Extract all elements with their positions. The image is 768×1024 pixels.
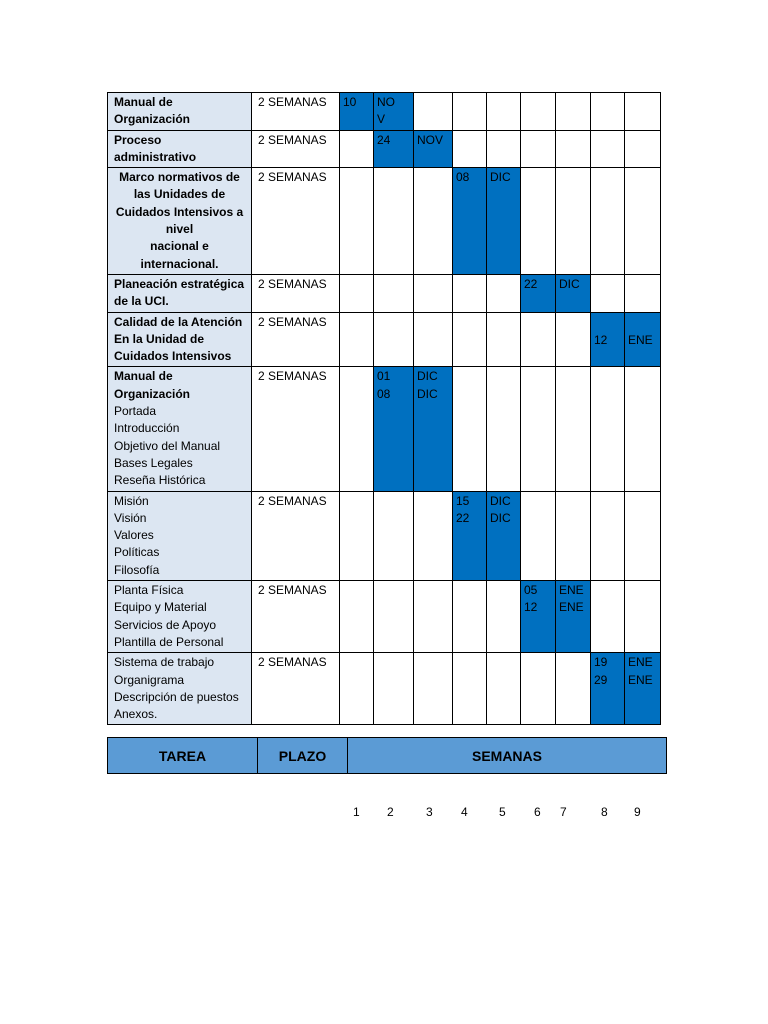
week-cell bbox=[625, 367, 661, 491]
week-label: 05 bbox=[524, 583, 538, 598]
table-row bbox=[108, 367, 661, 491]
week-cell bbox=[625, 653, 661, 725]
week-number: 7 bbox=[560, 805, 567, 819]
task-label: Manual de bbox=[114, 369, 173, 384]
week-cell bbox=[453, 491, 487, 580]
plazo-cell: 2 SEMANAS bbox=[252, 168, 340, 275]
week-cell bbox=[625, 130, 661, 168]
plazo-cell: 2 SEMANAS bbox=[252, 274, 340, 312]
week-cell: 08 bbox=[453, 168, 487, 275]
week-cell bbox=[414, 653, 453, 725]
task-label: Portada bbox=[114, 404, 157, 419]
week-number: 9 bbox=[634, 805, 641, 819]
week-number: 8 bbox=[601, 805, 608, 819]
week-cell bbox=[374, 581, 414, 653]
week-cell bbox=[625, 312, 661, 367]
week-cell bbox=[625, 93, 661, 131]
header-table bbox=[107, 737, 667, 774]
week-cell bbox=[521, 491, 556, 580]
week-cell bbox=[374, 653, 414, 725]
week-number: 5 bbox=[499, 805, 506, 819]
task-label: Visión bbox=[114, 510, 147, 525]
week-cell bbox=[591, 168, 625, 275]
task-label: Organización bbox=[114, 386, 191, 401]
week-label: ENE bbox=[559, 600, 584, 615]
task-label: Cuidados Intensivos bbox=[114, 349, 232, 364]
week-cell bbox=[591, 274, 625, 312]
week-number: 4 bbox=[461, 805, 468, 819]
week-cell bbox=[521, 168, 556, 275]
week-cell: DIC bbox=[556, 274, 591, 312]
header-row bbox=[108, 738, 667, 774]
week-cell bbox=[521, 312, 556, 367]
task-label: las Unidades de bbox=[133, 187, 226, 202]
week-cell bbox=[340, 491, 374, 580]
week-cell bbox=[487, 274, 521, 312]
week-label: 29 bbox=[594, 672, 608, 687]
task-label: Filosofía bbox=[114, 562, 160, 577]
week-cell bbox=[374, 367, 414, 491]
task-cell bbox=[108, 491, 252, 580]
week-label: NO bbox=[377, 95, 395, 109]
week-cell bbox=[487, 653, 521, 725]
week-cell bbox=[374, 491, 414, 580]
table-row bbox=[108, 168, 661, 275]
week-cell bbox=[591, 130, 625, 168]
schedule-table bbox=[107, 92, 661, 725]
week-label: 19 bbox=[594, 655, 608, 670]
plazo-cell: 2 SEMANAS bbox=[252, 491, 340, 580]
task-label: nacional e bbox=[150, 239, 209, 254]
week-cell bbox=[453, 130, 487, 168]
week-cell bbox=[414, 312, 453, 367]
task-label: administrativo bbox=[114, 149, 197, 164]
week-cell bbox=[521, 581, 556, 653]
header-tarea: TAREA bbox=[108, 738, 258, 774]
week-cell bbox=[374, 274, 414, 312]
week-cell bbox=[521, 130, 556, 168]
week-label: DIC bbox=[490, 510, 511, 525]
plazo-cell: 2 SEMANAS bbox=[252, 581, 340, 653]
week-cell bbox=[453, 93, 487, 131]
week-cell bbox=[625, 491, 661, 580]
task-label: Descripción de puestos bbox=[114, 689, 239, 704]
task-label: Misión bbox=[114, 493, 149, 508]
header-plazo: PLAZO bbox=[258, 738, 348, 774]
week-label: 08 bbox=[377, 386, 391, 401]
week-cell bbox=[414, 367, 453, 491]
task-cell bbox=[108, 653, 252, 725]
week-label: V bbox=[377, 112, 386, 127]
week-cell bbox=[414, 93, 453, 131]
week-number: 3 bbox=[426, 805, 433, 819]
task-cell bbox=[108, 274, 252, 312]
week-label: 01 bbox=[377, 369, 391, 384]
week-label: ENE bbox=[628, 655, 653, 670]
week-cell bbox=[625, 274, 661, 312]
week-cell bbox=[556, 168, 591, 275]
task-label: Planta Física bbox=[114, 583, 184, 598]
week-number: 6 bbox=[534, 805, 541, 819]
task-label: Anexos. bbox=[114, 707, 158, 722]
week-cell bbox=[487, 312, 521, 367]
week-label: ENE bbox=[628, 332, 653, 347]
week-label: 22 bbox=[456, 510, 470, 525]
week-cell bbox=[453, 274, 487, 312]
week-numbers bbox=[0, 805, 768, 823]
table-row bbox=[108, 581, 661, 653]
week-label: ENE bbox=[559, 583, 584, 598]
week-cell bbox=[340, 168, 374, 275]
plazo-cell: 2 SEMANAS bbox=[252, 312, 340, 367]
plazo-cell: 2 SEMANAS bbox=[252, 653, 340, 725]
task-cell bbox=[108, 130, 252, 168]
week-cell bbox=[414, 581, 453, 653]
week-cell bbox=[487, 367, 521, 491]
task-cell bbox=[108, 93, 252, 131]
week-label: DIC bbox=[490, 493, 511, 508]
week-cell bbox=[556, 130, 591, 168]
week-cell bbox=[556, 367, 591, 491]
week-cell: DIC bbox=[487, 168, 521, 275]
week-cell bbox=[340, 653, 374, 725]
week-cell bbox=[591, 93, 625, 131]
week-cell bbox=[556, 653, 591, 725]
week-cell bbox=[453, 653, 487, 725]
task-label: Planeación estratégica bbox=[114, 276, 245, 291]
week-cell bbox=[487, 581, 521, 653]
week-cell bbox=[414, 491, 453, 580]
week-cell bbox=[374, 93, 414, 131]
week-cell bbox=[453, 312, 487, 367]
table-row bbox=[108, 274, 661, 312]
task-label: Objetivo del Manual bbox=[114, 438, 221, 453]
week-cell bbox=[453, 367, 487, 491]
table-row bbox=[108, 93, 661, 131]
table-row bbox=[108, 312, 661, 367]
week-cell bbox=[487, 130, 521, 168]
plazo-cell: 2 SEMANAS bbox=[252, 93, 340, 131]
week-cell bbox=[453, 581, 487, 653]
week-cell bbox=[556, 93, 591, 131]
week-cell bbox=[521, 653, 556, 725]
task-label: Manual de bbox=[114, 95, 173, 109]
task-label: Equipo y Material bbox=[114, 600, 207, 615]
task-label: de la UCI. bbox=[114, 294, 169, 309]
week-cell bbox=[591, 491, 625, 580]
week-label: 12 bbox=[524, 600, 538, 615]
week-label: DIC bbox=[417, 369, 438, 384]
week-cell bbox=[625, 168, 661, 275]
week-cell bbox=[591, 312, 625, 367]
week-cell bbox=[414, 274, 453, 312]
week-cell bbox=[556, 581, 591, 653]
week-label: 15 bbox=[456, 493, 470, 508]
week-cell bbox=[374, 168, 414, 275]
table-row bbox=[108, 491, 661, 580]
plazo-cell: 2 SEMANAS bbox=[252, 130, 340, 168]
task-label: Cuidados Intensivos a bbox=[115, 204, 244, 219]
week-cell bbox=[340, 581, 374, 653]
week-cell bbox=[625, 581, 661, 653]
week-cell: NOV bbox=[414, 130, 453, 168]
table-row bbox=[108, 653, 661, 725]
week-cell bbox=[340, 130, 374, 168]
week-label: DIC bbox=[417, 386, 438, 401]
week-number: 2 bbox=[387, 805, 394, 819]
week-label: 12 bbox=[594, 332, 608, 347]
week-cell bbox=[487, 491, 521, 580]
task-label: Plantilla de Personal bbox=[114, 634, 224, 649]
task-cell bbox=[108, 168, 252, 275]
task-label: Marco normativos de bbox=[119, 170, 240, 185]
task-label: Organización bbox=[114, 112, 191, 127]
task-label: Servicios de Apoyo bbox=[114, 617, 217, 632]
week-cell bbox=[414, 168, 453, 275]
task-label: Organigrama bbox=[114, 672, 185, 687]
week-cell bbox=[591, 581, 625, 653]
week-cell bbox=[556, 312, 591, 367]
task-cell bbox=[108, 312, 252, 367]
week-cell: 24 bbox=[374, 130, 414, 168]
week-cell bbox=[340, 312, 374, 367]
week-cell bbox=[521, 93, 556, 131]
table-row bbox=[108, 130, 661, 168]
task-label: nivel bbox=[165, 222, 194, 237]
week-cell bbox=[374, 312, 414, 367]
task-label: Sistema de trabajo bbox=[114, 655, 215, 670]
week-cell: 22 bbox=[521, 274, 556, 312]
week-cell bbox=[556, 491, 591, 580]
task-label: Valores bbox=[114, 528, 154, 543]
week-cell: 10 bbox=[340, 93, 374, 131]
plazo-cell: 2 SEMANAS bbox=[252, 367, 340, 491]
week-cell bbox=[591, 653, 625, 725]
week-cell bbox=[591, 367, 625, 491]
task-label: Proceso bbox=[114, 132, 162, 147]
task-cell bbox=[108, 367, 252, 491]
week-cell bbox=[340, 274, 374, 312]
week-cell bbox=[521, 367, 556, 491]
task-label: En la Unidad de bbox=[114, 331, 205, 346]
week-cell bbox=[340, 367, 374, 491]
task-label: internacional. bbox=[140, 256, 219, 271]
header-semanas: SEMANAS bbox=[348, 738, 667, 774]
task-label: Políticas bbox=[114, 545, 160, 560]
week-label: ENE bbox=[628, 672, 653, 687]
week-cell bbox=[487, 93, 521, 131]
task-label: Bases Legales bbox=[114, 455, 193, 470]
week-number: 1 bbox=[353, 805, 360, 819]
task-label: Calidad de la Atención bbox=[114, 314, 243, 329]
task-cell bbox=[108, 581, 252, 653]
task-label: Introducción bbox=[114, 421, 180, 436]
task-label: Reseña Histórica bbox=[114, 473, 206, 488]
